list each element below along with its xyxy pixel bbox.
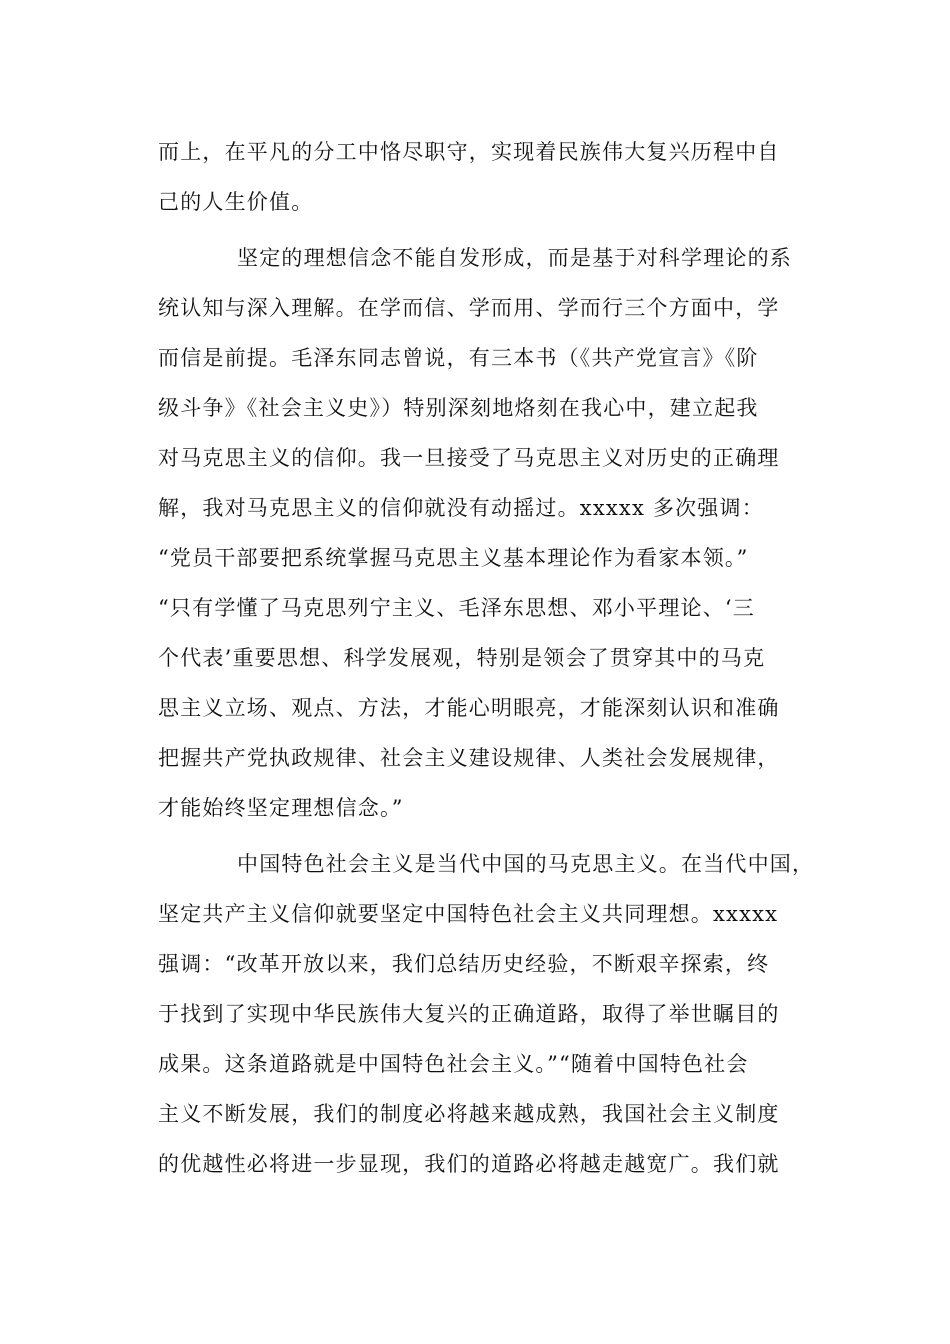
text-line: 强调：“改革开放以来，我们总结历史经验，不断艰辛探索，终 — [158, 952, 770, 976]
text-line: “只有学懂了马克思列宁主义、毛泽东思想、邓小平理论、‘三 — [158, 596, 756, 620]
text-line: 成果。这条道路就是中国特色社会主义。”“随着中国特色社会 — [158, 1052, 749, 1076]
text-line: 解，我对马克思主义的信仰就没有动摇过。xxxxx 多次强调： — [158, 496, 764, 520]
text-line: 的优越性必将进一步显现，我们的道路必将越走越宽广。我们就 — [158, 1152, 780, 1176]
text-line: 才能始终坚定理想信念。” — [158, 796, 404, 820]
text-line: 于找到了实现中华民族伟大复兴的正确道路，取得了举世瞩目的 — [158, 1002, 780, 1026]
text-line: 坚定共产主义信仰就要坚定中国特色社会主义共同理想。xxxxx — [158, 902, 779, 926]
text-line: “党员干部要把系统掌握马克思主义基本理论作为看家本领。” — [158, 546, 749, 570]
text-line: 把握共产党执政规律、社会主义建设规律、人类社会发展规律， — [158, 746, 780, 770]
text-line: 主义不断发展，我们的制度必将越来越成熟，我国社会主义制度 — [158, 1102, 780, 1126]
paragraph-first-line: 坚定的理想信念不能自发形成，而是基于对科学理论的系 — [237, 246, 792, 270]
text-line: 个代表’重要思想、科学发展观，特别是领会了贯穿其中的马克 — [158, 646, 766, 670]
paragraph-first-line: 中国特色社会主义是当代中国的马克思主义。在当代中国， — [237, 852, 815, 876]
text-line: 级斗争》《社会主义史》）特别深刻地烙刻在我心中，建立起我 — [158, 396, 759, 420]
text-line: 统认知与深入理解。在学而信、学而用、学而行三个方面中，学 — [158, 296, 780, 320]
text-line: 己的人生价值。 — [158, 190, 314, 214]
text-line: 而上，在平凡的分工中恪尽职守，实现着民族伟大复兴历程中自 — [158, 140, 780, 164]
text-line: 思主义立场、观点、方法，才能心明眼亮，才能深刻认识和准确 — [158, 696, 780, 720]
text-line: 而信是前提。毛泽东同志曾说，有三本书（《共产党宣言》《阶 — [158, 346, 759, 370]
text-line: 对马克思主义的信仰。我一旦接受了马克思主义对历史的正确理 — [158, 446, 780, 470]
